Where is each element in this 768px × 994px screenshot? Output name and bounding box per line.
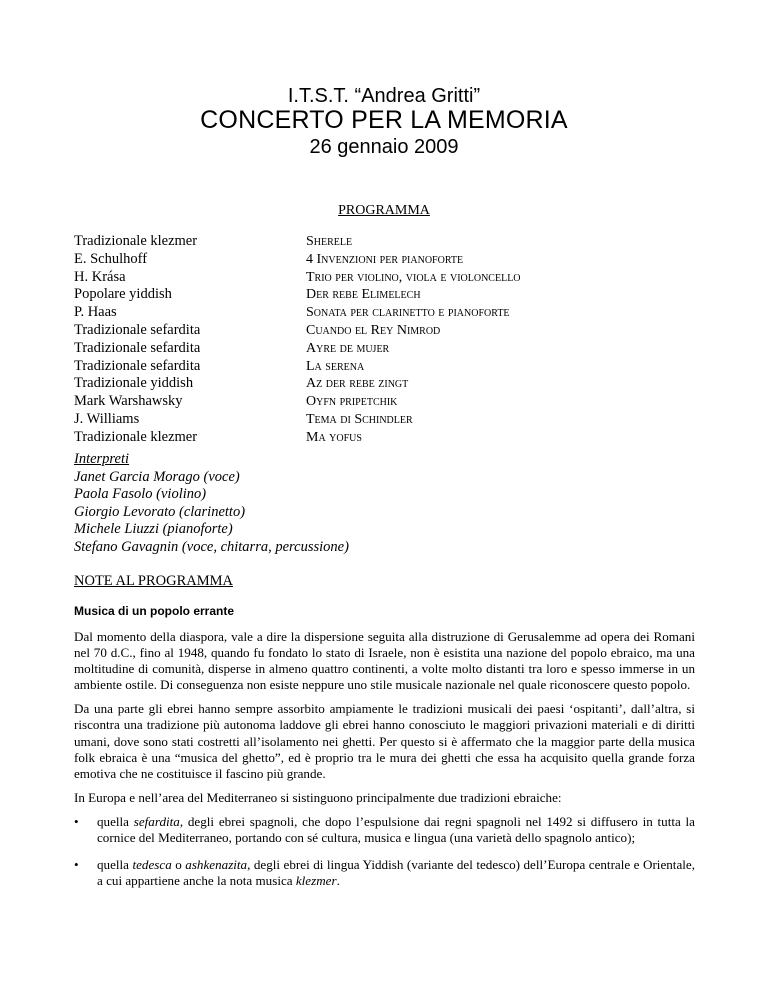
bullet-item-sefardita <box>74 814 695 846</box>
program-row <box>74 411 714 429</box>
bullet-text: . <box>336 873 340 889</box>
piece-title: Tema di Schindler <box>306 411 413 427</box>
performer: Stefano Gavagnin (voce, chitarra, percussione) <box>74 538 349 555</box>
program-row <box>74 304 714 322</box>
notes-heading: NOTE AL PROGRAMMA <box>74 573 233 589</box>
program-row <box>74 375 714 393</box>
program-row <box>74 393 714 411</box>
performer: Janet Garcia Morago (voce) <box>74 468 240 485</box>
program-list <box>74 233 714 447</box>
paragraph: In Europa e nell’area del Mediterraneo si sistinguono principalmente due tradizioni ebraiche: <box>74 789 562 805</box>
bullet-text: quella <box>97 857 133 873</box>
piece-title: La serena <box>306 358 365 374</box>
piece-title: Oyfn pripetchik <box>306 394 398 410</box>
performers-section <box>74 451 349 557</box>
composer: Popolare yiddish <box>74 286 172 303</box>
piece-title: Trio per violino, viola e violoncello <box>306 269 521 285</box>
program-row <box>74 233 714 251</box>
bullet-emphasis: sefardita <box>133 813 180 829</box>
piece-title: Az der rebe zingt <box>306 376 409 392</box>
bullet-emphasis: ashkenazita <box>185 857 248 873</box>
composer: Mark Warshawsky <box>74 393 183 410</box>
composer: Tradizionale klezmer <box>74 428 198 445</box>
composer: Tradizionale klezmer <box>74 233 198 249</box>
piece-title: Der rebe Elimelech <box>306 287 421 303</box>
piece-title: Sonata per clarinetto e pianoforte <box>306 305 510 321</box>
program-row <box>74 358 714 376</box>
composer: Tradizionale sefardita <box>74 321 201 338</box>
program-row <box>74 269 714 287</box>
bullet-text: o <box>171 857 186 873</box>
concert-date: 26 gennaio 2009 <box>309 136 459 158</box>
performer: Giorgio Levorato (clarinetto) <box>74 503 246 520</box>
program-row <box>74 340 714 358</box>
composer: Tradizionale yiddish <box>74 375 194 392</box>
school-name: I.T.S.T. “Andrea Gritti” <box>287 85 481 107</box>
bullet-emphasis: tedesca <box>132 857 172 873</box>
composer: Tradizionale sefardita <box>74 339 201 356</box>
composer: H. Krása <box>74 268 126 285</box>
composer: J. Williams <box>74 410 140 427</box>
piece-title: Sherele <box>306 234 353 249</box>
piece-title: Ma yofus <box>306 429 362 445</box>
composer: Tradizionale sefardita <box>74 357 201 374</box>
program-row <box>74 429 714 447</box>
notes-body <box>74 629 695 900</box>
performers-heading: Interpreti <box>74 451 130 467</box>
bullet-text: , degli ebrei di lingua Yiddish (variante del tedesco) dell’Europa centrale e Orientale, a cui appartiene anche la nota musica <box>97 857 695 889</box>
notes-subheading: Musica di un popolo errante <box>74 604 235 618</box>
concert-title: CONCERTO PER LA MEMORIA <box>200 106 568 134</box>
paragraph: Dal momento della diaspora, vale a dire la dispersione seguita alla distruzione di Gerusalemme ad opera dei Romani nel 70 d.C., fino al 1948, quando fu fondato lo stato di Israele, non è esistita una nazione del popolo ebraico, ma una moltitudine di comunità, disperse in almeno quattro continenti, a volte molto distanti tra loro e spesso immerse in un ambiente ostile. Di conseguenza non esiste neppure uno stile musicale nazionale nel quale riconoscere questo popolo. <box>74 629 695 693</box>
bullet-icon: • <box>74 813 79 829</box>
paragraph: Da una parte gli ebrei hanno sempre assorbito ampiamente le tradizioni musicali dei paesi ‘ospitanti’, dall’altra, si riscontra una tradizione più autonoma laddove gli ebrei hanno conosciuto le maggiori privazioni materiali e di diritti umani, dove sono stati costretti all’isolamento nei ghetti. Per questo si è affermato che la maggior parte della musica folk ebraica è una “musica del ghetto”, ed è proprio tra le mura dei ghetti che essa ha acquisito quella grande forza emotiva che ne costituisce il fascino più grande. <box>74 701 695 781</box>
bullet-text: , degli ebrei spagnoli, che dopo l’espulsione dai regni spagnoli nel 1492 si diffusero in tutta la cornice del Mediterraneo, portando con sé cultura, musica e lingua (una varietà dello spagnolo antico); <box>97 813 695 846</box>
program-row <box>74 251 714 269</box>
piece-title: 4 Invenzioni per pianoforte <box>306 251 464 267</box>
piece-title: Ayre de mujer <box>306 340 390 356</box>
program-heading: PROGRAMMA <box>338 203 430 218</box>
bullet-icon: • <box>74 857 79 873</box>
composer: P. Haas <box>74 304 117 321</box>
bullet-emphasis: klezmer <box>295 873 337 889</box>
program-row <box>74 286 714 304</box>
bullet-item-ashkenazita <box>74 857 695 889</box>
bullet-text: quella <box>97 813 134 829</box>
piece-title: Cuando el Rey Nimrod <box>306 322 441 338</box>
composer: E. Schulhoff <box>74 250 148 267</box>
performer: Michele Liuzzi (pianoforte) <box>74 521 233 538</box>
program-row <box>74 322 714 340</box>
performer: Paola Fasolo (violino) <box>74 486 207 503</box>
